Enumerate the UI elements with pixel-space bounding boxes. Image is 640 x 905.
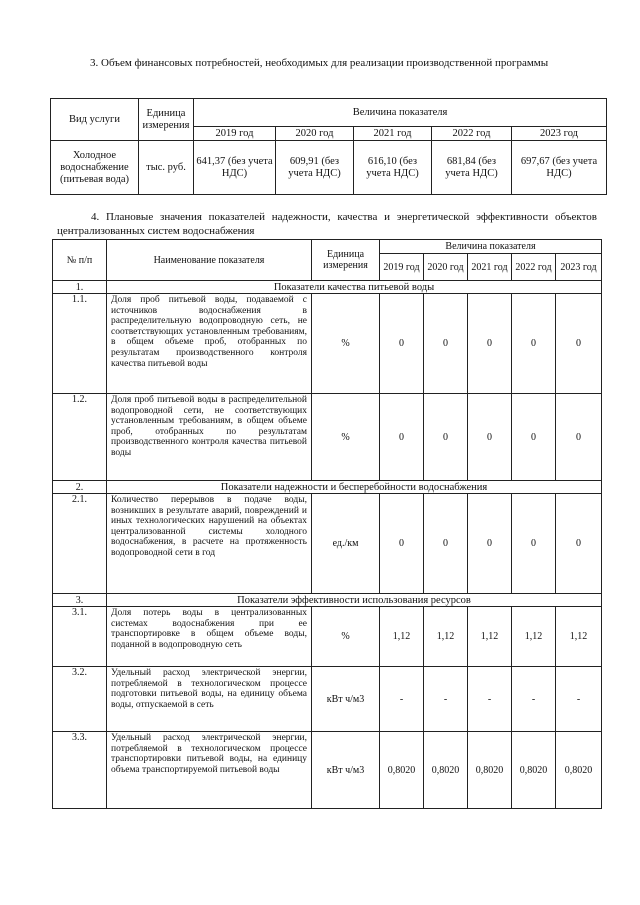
indicator-name: Удельный расход электрической энергии, потребляемой в технологическом процессе транспортировки питьевой воды, на единицу объема транспортируемой питьевой воды (107, 732, 312, 809)
header-year: 2019 год (380, 254, 424, 281)
row-num: 1.1. (53, 294, 107, 394)
service-cell: Холодное водоснабжение (питьевая вода) (51, 141, 139, 195)
row-num: 2. (53, 481, 107, 494)
header-value: Величина показателя (194, 99, 607, 127)
value-cell: 0 (556, 394, 602, 481)
value-cell: - (380, 667, 424, 732)
value-cell: 1,12 (380, 607, 424, 667)
value-cell: 0 (512, 494, 556, 594)
header-name: Наименование показателя (107, 240, 312, 281)
table-row (53, 667, 602, 732)
row-num: 3.3. (53, 732, 107, 809)
table-row (53, 607, 602, 667)
section-row (53, 481, 602, 494)
value-cell: 641,37 (без учета НДС) (194, 141, 276, 195)
value-cell: 0 (424, 494, 468, 594)
value-cell: 1,12 (424, 607, 468, 667)
header-year: 2020 год (424, 254, 468, 281)
indicator-name: Доля проб питьевой воды, подаваемой с источников водоснабжения в распределительную водопроводную сеть, не соответствующих установленным требованиям, в общем объеме проб, отобранных по результатам производственного контроля качества питьевой воды (107, 294, 312, 394)
section-title: Показатели надежности и бесперебойности водоснабжения (107, 481, 602, 494)
header-year: 2020 год (276, 127, 354, 141)
table-row (53, 394, 602, 481)
unit-cell: кВт ч/м3 (312, 732, 380, 809)
header-year: 2023 год (556, 254, 602, 281)
section-title: Показатели эффективности использования ресурсов (107, 594, 602, 607)
section-3-heading: 3. Объем финансовых потребностей, необходимых для реализации производственной программы (90, 57, 549, 69)
row-num: 3. (53, 594, 107, 607)
indicator-name: Количество перерывов в подаче воды, возникших в результате аварий, повреждений и иных технологических нарушений на объектах централизованной системы холодного водоснабжения, в расчете на протяженность водопроводной сети в год (107, 494, 312, 594)
header-service: Вид услуги (51, 99, 139, 141)
value-cell: 0 (512, 394, 556, 481)
value-cell: - (468, 667, 512, 732)
unit-cell: тыс. руб. (139, 141, 194, 195)
value-cell: 0,8020 (424, 732, 468, 809)
header-year: 2022 год (432, 127, 512, 141)
unit-cell: % (312, 607, 380, 667)
header-year: 2021 год (468, 254, 512, 281)
value-cell: - (424, 667, 468, 732)
header-unit: Единица измерения (139, 99, 194, 141)
value-cell: 681,84 (без учета НДС) (432, 141, 512, 195)
section-title: Показатели качества питьевой воды (107, 281, 602, 294)
indicator-name: Удельный расход электрической энергии, потребляемой в технологическом процессе подготовки питьевой воды, на единицу объема воды, отпускаемой в сеть (107, 667, 312, 732)
section-4-heading: 4. Плановые значения показателей надежности, качества и энергетической эффективности объектов централизованных систем водоснабжения (57, 211, 597, 237)
value-cell: 697,67 (без учета НДС) (512, 141, 607, 195)
indicator-name: Доля потерь воды в централизованных системах водоснабжения при ее транспортировке в общем объеме воды, поданной в водопроводную сеть (107, 607, 312, 667)
value-cell: 0 (380, 394, 424, 481)
row-num: 1.2. (53, 394, 107, 481)
value-cell: 1,12 (556, 607, 602, 667)
header-year: 2019 год (194, 127, 276, 141)
value-cell: 0,8020 (468, 732, 512, 809)
value-cell: 0,8020 (380, 732, 424, 809)
unit-cell: % (312, 294, 380, 394)
value-cell: 0 (468, 294, 512, 394)
value-cell: 616,10 (без учета НДС) (354, 141, 432, 195)
table-row (53, 294, 602, 394)
header-year: 2023 год (512, 127, 607, 141)
section-row (53, 594, 602, 607)
value-cell: 0 (468, 494, 512, 594)
row-num: 3.1. (53, 607, 107, 667)
row-num: 3.2. (53, 667, 107, 732)
value-cell: 0 (380, 294, 424, 394)
row-num: 1. (53, 281, 107, 294)
section-row (53, 281, 602, 294)
value-cell: 0,8020 (512, 732, 556, 809)
value-cell: 0 (468, 394, 512, 481)
header-year: 2021 год (354, 127, 432, 141)
value-cell: 0 (424, 294, 468, 394)
unit-cell: кВт ч/м3 (312, 667, 380, 732)
value-cell: 0 (424, 394, 468, 481)
value-cell: 1,12 (512, 607, 556, 667)
value-cell: - (512, 667, 556, 732)
unit-cell: ед./км (312, 494, 380, 594)
financial-needs-table (50, 98, 607, 195)
value-cell: 1,12 (468, 607, 512, 667)
header-year: 2022 год (512, 254, 556, 281)
table-row (53, 732, 602, 809)
value-cell: 0 (556, 294, 602, 394)
value-cell: 0 (556, 494, 602, 594)
value-cell: - (556, 667, 602, 732)
header-num: № п/п (53, 240, 107, 281)
value-cell: 609,91 (без учета НДС) (276, 141, 354, 195)
header-unit: Единица измерения (312, 240, 380, 281)
row-num: 2.1. (53, 494, 107, 594)
indicator-name: Доля проб питьевой воды в распределительной водопроводной сети, не соответствующих установленным требованиям, в общем объеме проб, отобранных по результатам производственного контроля качества питьевой воды (107, 394, 312, 481)
table-row (53, 494, 602, 594)
indicators-table (52, 239, 602, 809)
header-value: Величина показателя (380, 240, 602, 254)
value-cell: 0 (512, 294, 556, 394)
value-cell: 0 (380, 494, 424, 594)
value-cell: 0,8020 (556, 732, 602, 809)
unit-cell: % (312, 394, 380, 481)
